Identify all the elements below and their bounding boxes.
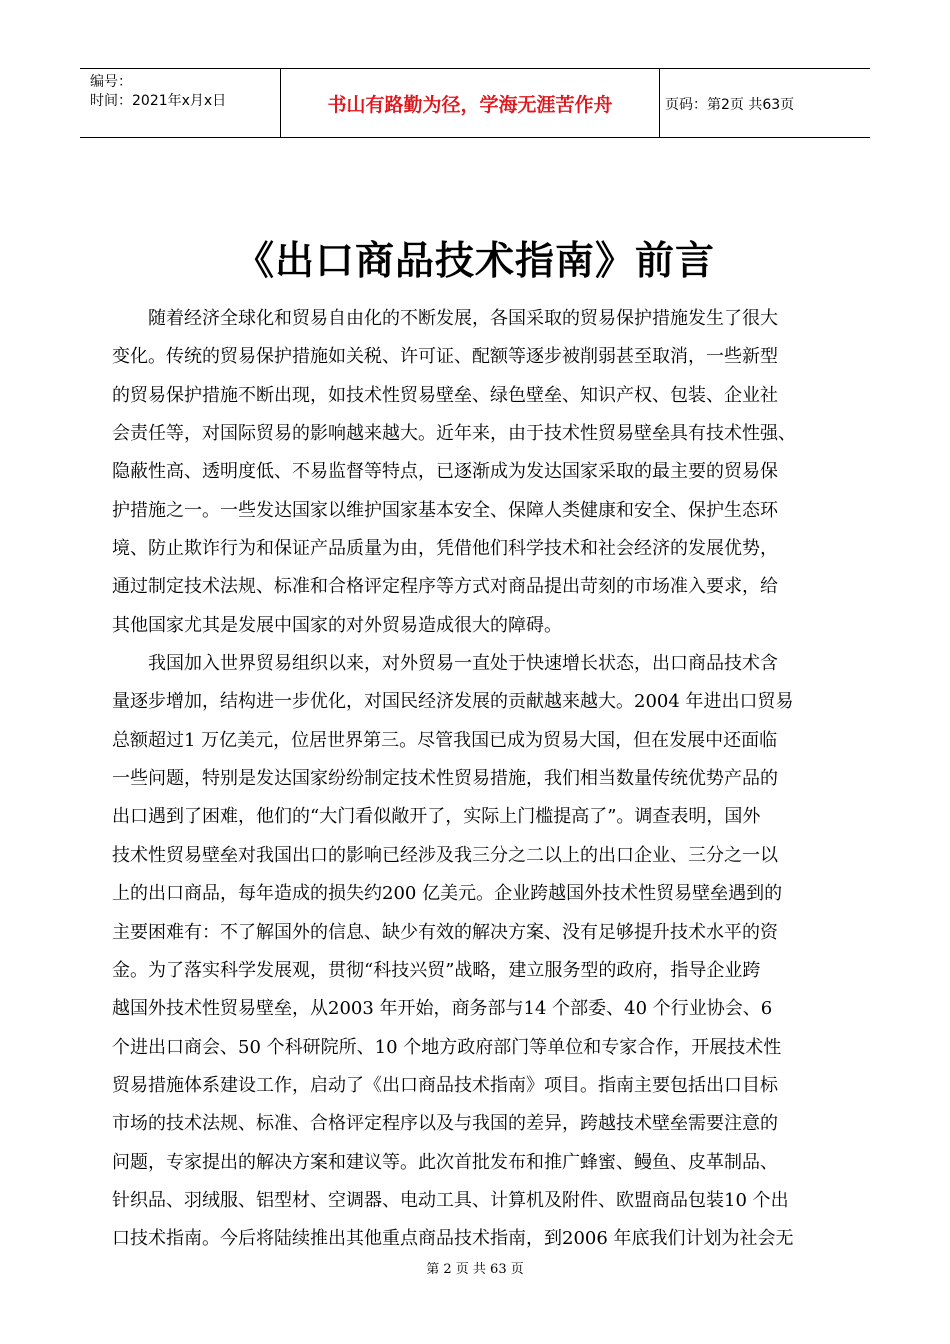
text-line: 通过制定技术法规、标准和合格评定程序等方式对商品提出苛刻的市场准入要求，给 [112, 576, 778, 598]
document-date-label: 时间：2021年x月x日 [90, 93, 227, 109]
text-line: 随着经济全球化和贸易自由化的不断发展，各国采取的贸易保护措施发生了很大 [112, 308, 778, 329]
text-line: 越国外技术性贸易壁垒，从2003 年开始，商务部与14 个部委、40 个行业协会、6 [112, 998, 773, 1020]
text-line: 其他国家尤其是发展中国家的对外贸易造成很大的障碍。 [112, 614, 562, 636]
header-meta [90, 73, 280, 111]
page-header [80, 68, 870, 138]
page-footer: 第 2 页 共 63 页 [426, 1262, 524, 1277]
text-line: 变化。传统的贸易保护措施如关税、许可证、配额等逐步被削弱甚至取消，一些新型 [112, 346, 778, 368]
text-line: 出口遇到了困难，他们的“大门看似敞开了，实际上门槛提高了”。调查表明，国外 [112, 806, 761, 828]
text-line: 总额超过1 万亿美元，位居世界第三。尽管我国已成为贸易大国，但在发展中还面临 [112, 729, 778, 751]
text-line: 技术性贸易壁垒对我国出口的影响已经涉及我三分之二以上的出口企业、三分之一以 [112, 844, 778, 866]
text-line: 市场的技术法规、标准、合格评定程序以及与我国的差异，跨越技术壁垒需要注意的 [112, 1113, 778, 1135]
text-line: 上的出口商品，每年造成的损失约200 亿美元。企业跨越国外技术性贸易壁垒遇到的 [112, 883, 783, 905]
text-line: 主要困难有：不了解国外的信息、缺少有效的解决方案、没有足够提升技术水平的资 [112, 921, 778, 943]
text-line: 贸易措施体系建设工作，启动了《出口商品技术指南》项目。指南主要包括出口目标 [112, 1074, 778, 1096]
document-number-label: 编号： [90, 74, 132, 90]
text-line: 量逐步增加，结构进一步优化，对国民经济发展的贡献越来越大。2004 年进出口贸易 [112, 691, 794, 713]
text-line: 口技术指南。今后将陆续推出其他重点商品技术指南，到2006 年底我们计划为社会无 [112, 1228, 794, 1250]
text-line: 金。为了落实科学发展观，贯彻“科技兴贸”战略，建立服务型的政府，指导企业跨 [112, 959, 761, 981]
text-line: 护措施之一。一些发达国家以维护国家基本安全、保障人类健康和安全、保护生态环 [112, 499, 778, 521]
header-motto: 书山有路勤为径，学海无涯苦作舟 [280, 69, 660, 137]
text-line: 一些问题，特别是发达国家纷纷制定技术性贸易措施，我们相当数量传统优势产品的 [112, 768, 778, 790]
text-line: 个进出口商会、50 个科研院所、10 个地方政府部门等单位和专家合作，开展技术性 [112, 1036, 782, 1058]
header-page-info: 页码：第2页 共63页 [665, 97, 795, 113]
text-line: 的贸易保护措施不断出现，如技术性贸易壁垒、绿色壁垒、知识产权、包装、企业社 [112, 384, 778, 406]
document-title: 《出口商品技术指南》前言 [234, 239, 715, 284]
text-line: 针织品、羽绒服、铝型材、空调器、电动工具、计算机及附件、欧盟商品包装10 个出 [112, 1189, 789, 1211]
document-body [112, 300, 828, 1259]
text-line: 隐蔽性高、透明度低、不易监督等特点，已逐渐成为发达国家采取的最主要的贸易保 [112, 461, 778, 483]
text-line: 会责任等，对国际贸易的影响越来越大。近年来，由于技术性贸易壁垒具有技术性强、 [112, 423, 796, 445]
text-line: 问题，专家提出的解决方案和建议等。此次首批发布和推广蜂蜜、鳗鱼、皮革制品、 [112, 1151, 778, 1173]
text-line: 我国加入世界贸易组织以来，对外贸易一直处于快速增长状态，出口商品技术含 [112, 653, 778, 675]
text-line: 境、防止欺诈行为和保证产品质量为由，凭借他们科学技术和社会经济的发展优势， [112, 538, 778, 560]
